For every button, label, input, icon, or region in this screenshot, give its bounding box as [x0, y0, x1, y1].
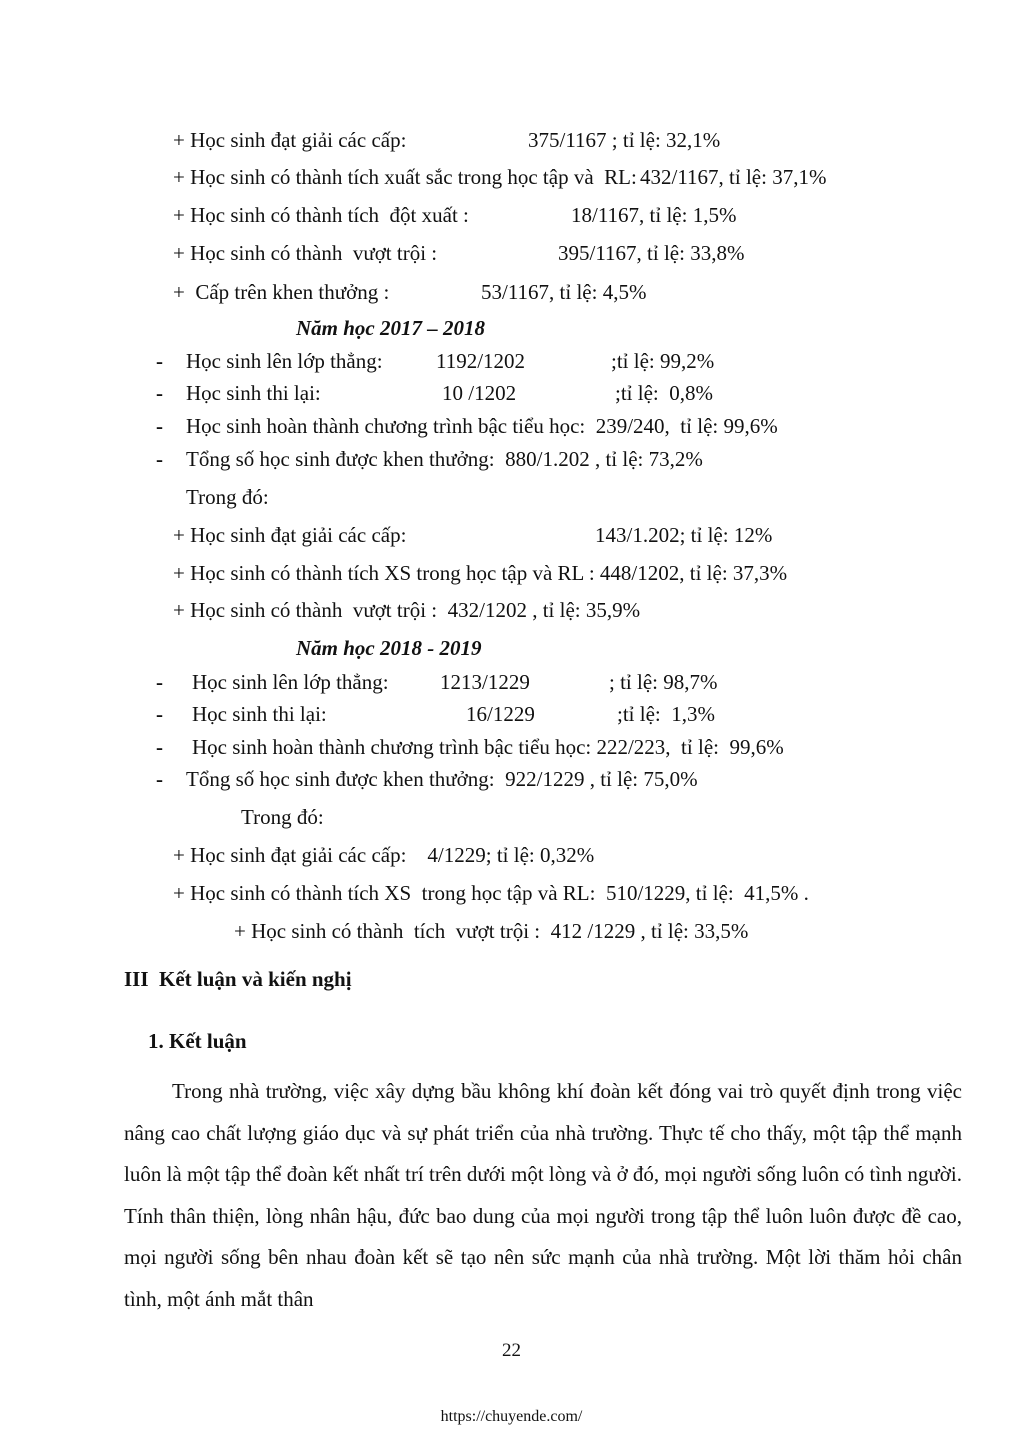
conclusion-paragraph: [124, 1071, 962, 1320]
list-item: + Học sinh đạt giải các cấp:: [173, 128, 407, 152]
paragraph-text: Trong nhà trường, việc xây dựng bầu không khí đoàn kết đóng vai trò quyết định trong việc nâng cao chất lượng giáo dục và sự phát triển của nhà trường. Thực tế cho thấy, một tập thể mạnh luôn là một tập thể đoàn kết nhất trí trên dưới một lòng và ở đó, mọi người sống luôn có tình người. Tính thân thiện, lòng nhân hậu, đức bao dung của mọi người trong tập thể luôn luôn được đề cao, mọi người sống bên nhau đoàn kết sẽ tạo nên sức mạnh của nhà trường. Một lời thăm hỏi chân tình, một ánh mắt thân: [124, 1079, 962, 1311]
list-item-value: 143/1.202; tỉ lệ: 12%: [595, 523, 773, 547]
list-item-value: 53/1167, tỉ lệ: 4,5%: [481, 280, 647, 304]
list-item: + Học sinh có thành tích XS trong học tập và RL : 448/1202, tỉ lệ: 37,3%: [173, 561, 788, 585]
list-item-value: 432/1167, tỉ lệ: 37,1%: [640, 165, 827, 189]
section-heading: III Kết luận và kiến nghị: [124, 967, 352, 991]
list-item-value: 375/1167 ; tỉ lệ: 32,1%: [528, 128, 721, 152]
list-item: + Học sinh có thành tích XS trong học tập và RL: 510/1229, tỉ lệ: 41,5% .: [173, 881, 809, 905]
list-item: + Học sinh có thành vượt trội : 432/1202 , tỉ lệ: 35,9%: [173, 598, 641, 622]
list-item-rate: ; tỉ lệ: 98,7%: [609, 670, 718, 694]
list-item: + Học sinh đạt giải các cấp: 4/1229; tỉ lệ: 0,32%: [173, 843, 595, 867]
dash-bullet: -: [156, 735, 163, 759]
list-item: Học sinh hoàn thành chương trình bậc tiểu học: 239/240, tỉ lệ: 99,6%: [186, 414, 778, 438]
dash-bullet: -: [156, 349, 163, 373]
list-item: Học sinh lên lớp thẳng:: [192, 670, 389, 694]
trong-do-label: Trong đó:: [241, 805, 324, 829]
year-2017-title: Năm học 2017 – 2018: [296, 316, 485, 340]
list-item: Học sinh thi lại:: [186, 381, 321, 405]
list-item-value: 395/1167, tỉ lệ: 33,8%: [558, 241, 745, 265]
list-item: Học sinh hoàn thành chương trình bậc tiểu học: 222/223, tỉ lệ: 99,6%: [192, 735, 784, 759]
list-item-rate: ;tỉ lệ: 99,2%: [611, 349, 715, 373]
list-item: Tổng số học sinh được khen thưởng: 880/1.202 , tỉ lệ: 73,2%: [186, 447, 703, 471]
list-item: + Cấp trên khen thưởng :: [173, 280, 390, 304]
list-item: + Học sinh có thành vượt trội :: [173, 241, 438, 265]
list-item-rate: ;tỉ lệ: 0,8%: [615, 381, 713, 405]
list-item: + Học sinh có thành tích xuất sắc trong học tập và RL:: [173, 165, 637, 189]
list-item-count: 16/1229: [466, 702, 535, 726]
dash-bullet: -: [156, 414, 163, 438]
list-item: + Học sinh có thành tích đột xuất :: [173, 203, 469, 227]
dash-bullet: -: [156, 702, 163, 726]
list-item: Học sinh lên lớp thẳng:: [186, 349, 383, 373]
list-item: Học sinh thi lại:: [192, 702, 327, 726]
year-2018-title: Năm học 2018 - 2019: [296, 636, 482, 660]
dash-bullet: -: [156, 447, 163, 471]
list-item-count: 1213/1229: [440, 670, 530, 694]
list-item-count: 1192/1202: [436, 349, 526, 373]
list-item: + Học sinh đạt giải các cấp:: [173, 523, 407, 547]
trong-do-label: Trong đó:: [186, 485, 269, 509]
list-item: Tổng số học sinh được khen thưởng: 922/1229 , tỉ lệ: 75,0%: [186, 767, 698, 791]
list-item-count: 10 /1202: [442, 381, 517, 405]
page-number: 22: [502, 1340, 521, 1361]
dash-bullet: -: [156, 381, 163, 405]
footer-url: https://chuyende.com/: [440, 1408, 583, 1425]
list-item: + Học sinh có thành tích vượt trội : 412 /1229 , tỉ lệ: 33,5%: [234, 919, 749, 943]
list-item-value: 18/1167, tỉ lệ: 1,5%: [571, 203, 737, 227]
subsection-heading: 1. Kết luận: [148, 1029, 247, 1053]
dash-bullet: -: [156, 767, 163, 791]
list-item-rate: ;tỉ lệ: 1,3%: [617, 702, 715, 726]
dash-bullet: -: [156, 670, 163, 694]
